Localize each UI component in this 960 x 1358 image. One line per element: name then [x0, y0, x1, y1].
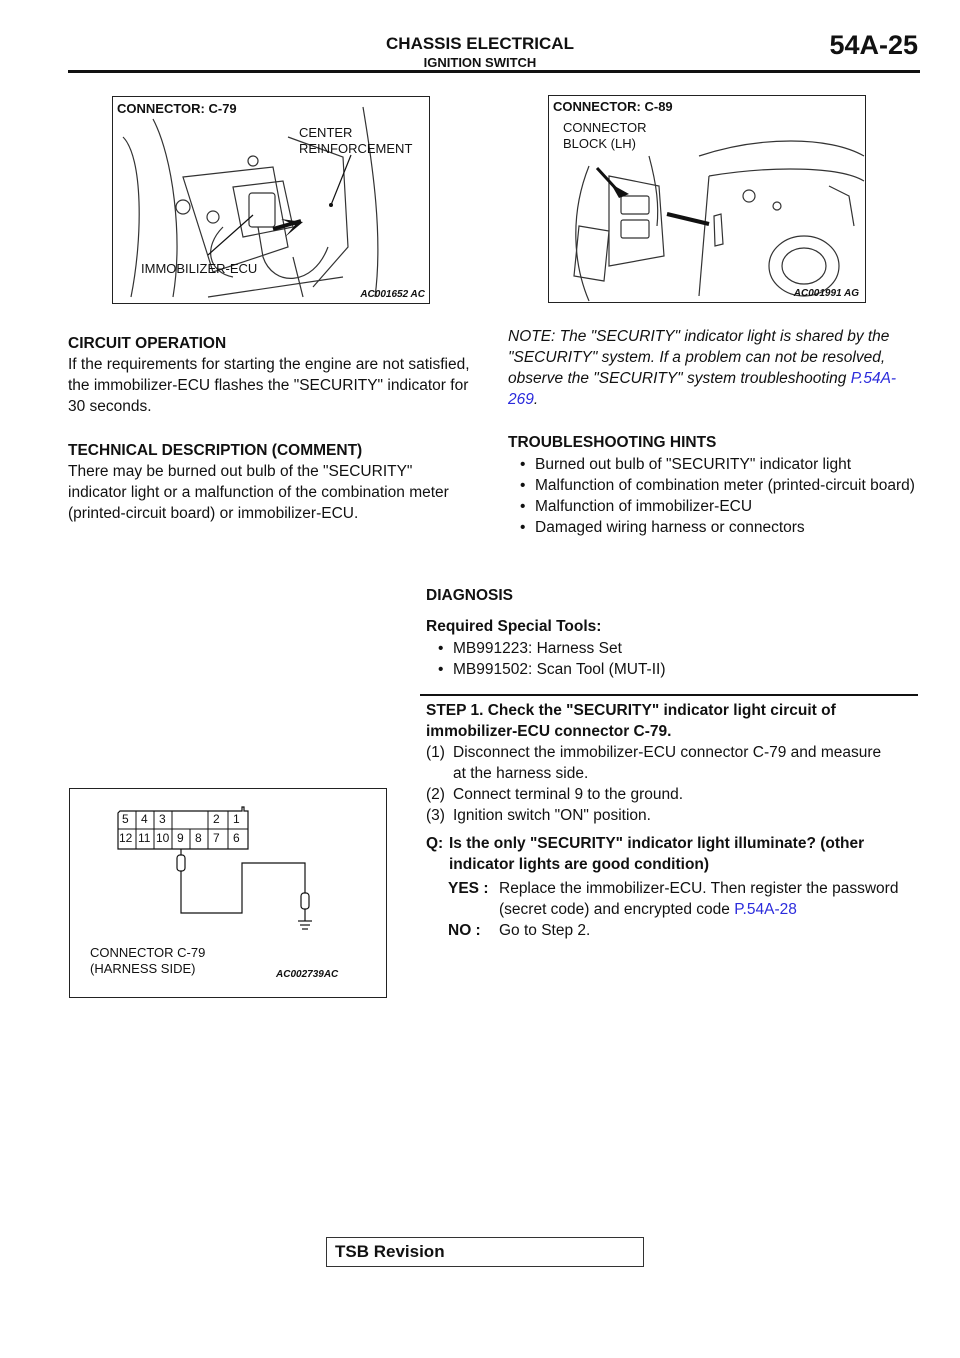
yes-label: YES :: [448, 880, 489, 897]
figure-code: AC001652 AC: [360, 289, 425, 300]
immobilizer-ecu-label: IMMOBILIZER-ECU: [141, 261, 258, 276]
figure-connector-pinout: [69, 788, 387, 998]
yes-text: Replace the immobilizer-ECU. Then register the password (secret code) and encrypted code: [499, 880, 899, 918]
step-number: (1): [426, 744, 445, 761]
list-item: • Malfunction of combination meter (printed-circuit board): [508, 475, 920, 496]
question: [426, 833, 896, 875]
no-answer: [448, 920, 920, 941]
no-text: Go to Step 2.: [499, 922, 591, 939]
pin-label: 4: [141, 812, 148, 826]
pin-label: 7: [213, 831, 220, 845]
connector-block-label: CONNECTOR BLOCK (LH): [563, 120, 647, 151]
no-label: NO :: [448, 922, 481, 939]
step-text: Disconnect the immobilizer-ECU connector C-79 and measure at the harness side.: [453, 744, 882, 782]
pin-label: 1: [233, 812, 240, 826]
step-item: [426, 784, 896, 805]
list-item: • Malfunction of immobilizer-ECU: [508, 496, 920, 517]
tsb-revision-label: TSB Revision: [335, 1242, 445, 1261]
tsb-revision-box: [326, 1237, 644, 1267]
question-label: Q:: [426, 835, 444, 852]
step-number: (2): [426, 786, 445, 803]
note-link[interactable]: P.54A-269: [508, 370, 897, 408]
note-text: NOTE: The "SECURITY" indicator light is shared by the "SECURITY" system. If a problem can not be resolved, observe the "SECURITY" system troubleshooting: [508, 328, 890, 387]
note-end: .: [533, 391, 539, 408]
step-rule: [420, 694, 918, 696]
list-item: • MB991223: Harness Set: [426, 638, 916, 659]
yes-content: [499, 878, 920, 920]
list-item: • Damaged wiring harness or connectors: [508, 517, 920, 538]
technical-description-heading: TECHNICAL DESCRIPTION (COMMENT): [68, 442, 363, 459]
figure-connector-c79-location: [112, 96, 430, 304]
step-item: [426, 742, 896, 784]
pin-label: 10: [156, 831, 170, 845]
note-paragraph: [508, 326, 920, 410]
center-reinforcement-label: CENTER REINFORCEMENT: [299, 125, 413, 156]
circuit-operation-heading: CIRCUIT OPERATION: [68, 335, 227, 352]
figure-code: AC001991 AG: [793, 288, 859, 299]
circuit-operation-body: If the requirements for starting the engine are not satisfied, the immobilizer-ECU flashes the "SECURITY" indicator for 30 seconds.: [68, 356, 470, 415]
technical-description-body: There may be burned out bulb of the "SECURITY" indicator light or a malfunction of the combination meter (printed-circuit board) or immobilizer-ECU.: [68, 463, 449, 522]
pin-label: 9: [177, 831, 184, 845]
connector-label: CONNECTOR: C-79: [117, 101, 237, 116]
step-number: (3): [426, 807, 445, 824]
diagnosis-heading: DIAGNOSIS: [426, 587, 513, 604]
pin-label: 12: [119, 831, 133, 845]
header-rule: [68, 70, 920, 73]
tools-list: [426, 638, 916, 680]
troubleshooting-hints-heading: TROUBLESHOOTING HINTS: [508, 434, 717, 451]
section-subtitle: IGNITION SWITCH: [423, 55, 537, 70]
step-text: Ignition switch "ON" position.: [453, 807, 651, 824]
section-title: CHASSIS ELECTRICAL: [386, 34, 574, 53]
pin-row-top: [118, 812, 248, 829]
connector-label: CONNECTOR: C-89: [553, 99, 673, 114]
list-item: • Burned out bulb of "SECURITY" indicator light: [508, 454, 920, 475]
pin-label: 6: [233, 831, 240, 845]
pin-label: 8: [195, 831, 202, 845]
yes-link[interactable]: P.54A-28: [734, 901, 797, 918]
step-text: Connect terminal 9 to the ground.: [453, 786, 684, 803]
yes-answer: [448, 878, 920, 920]
pin-label: 5: [122, 812, 129, 826]
pin-label: 11: [138, 831, 151, 845]
pin-label: 3: [159, 812, 166, 826]
step1-heading: STEP 1. Check the "SECURITY" indicator light circuit of immobilizer-ECU connector C-79.: [426, 702, 836, 740]
pin-row-bottom: [118, 831, 248, 848]
question-text: Is the only "SECURITY" indicator light illuminate? (other indicator lights are good condition): [449, 835, 865, 873]
step-item: [426, 805, 896, 826]
page-number: 54A-25: [829, 30, 918, 60]
pin-label: 2: [213, 812, 220, 826]
tools-heading: Required Special Tools:: [426, 618, 602, 635]
figure-connector-c89-location: [548, 95, 866, 303]
pinout-caption: CONNECTOR C-79 (HARNESS SIDE): [90, 945, 206, 976]
troubleshooting-hints-list: [508, 454, 920, 538]
figure-code: AC002739AC: [276, 969, 339, 980]
list-item: • MB991502: Scan Tool (MUT-II): [426, 659, 916, 680]
